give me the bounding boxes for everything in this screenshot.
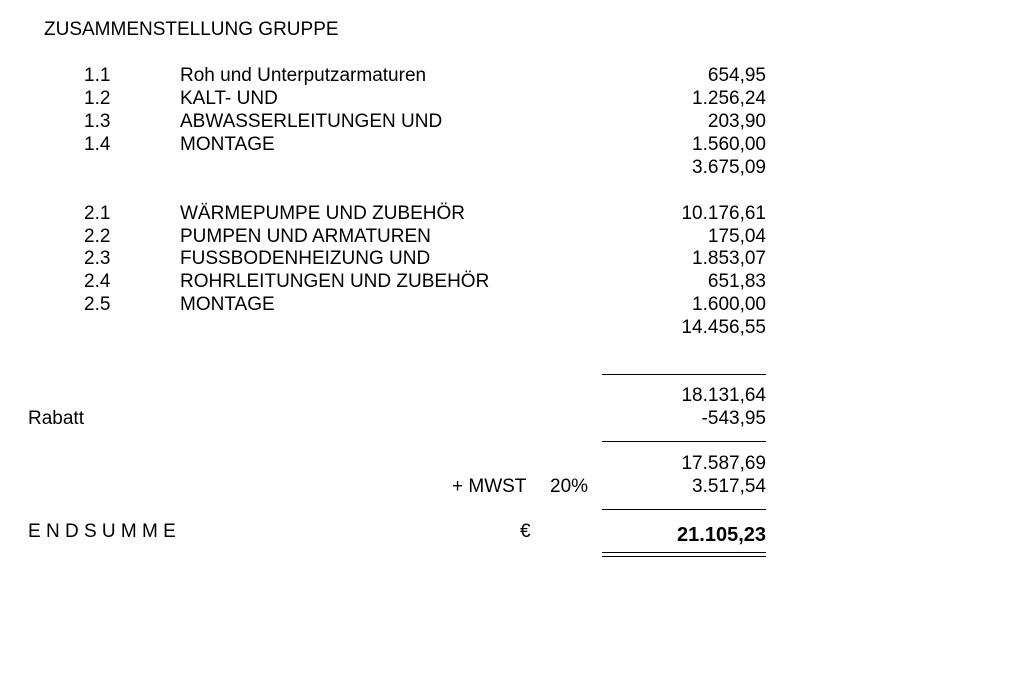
group1-total: 3.675,09 [692, 157, 766, 178]
end-sum-amount: 21.105,23 [677, 524, 766, 546]
divider-line [602, 441, 766, 442]
item-amount: 1.560,00 [692, 134, 766, 155]
item-amount: 651,83 [707, 271, 766, 292]
end-sum-label: E N D S U M M E [28, 521, 176, 542]
item-label: MONTAGE [180, 294, 275, 315]
vat-label: + MWST [452, 476, 527, 497]
discount-label: Rabatt [28, 408, 84, 429]
item-amount: 654,95 [707, 65, 766, 86]
vat-amount: 3.517,54 [692, 476, 766, 497]
net-amount: 17.587,69 [681, 453, 766, 474]
currency-symbol: € [520, 521, 531, 542]
double-underline [602, 552, 766, 553]
item-number: 2.3 [84, 248, 111, 269]
item-number: 1.3 [84, 111, 111, 132]
item-label: KALT- UND [180, 88, 278, 109]
item-label: ROHRLEITUNGEN UND ZUBEHÖR [180, 271, 490, 292]
discount-amount: -543,95 [701, 408, 766, 429]
item-amount: 1.853,07 [692, 248, 766, 269]
item-amount: 1.256,24 [692, 88, 766, 109]
subtotal-amount: 18.131,64 [681, 385, 766, 406]
item-number: 2.4 [84, 271, 111, 292]
group2-total: 14.456,55 [681, 317, 766, 338]
item-number: 1.2 [84, 88, 111, 109]
item-amount: 1.600,00 [692, 294, 766, 315]
divider-line [602, 374, 766, 375]
item-amount: 203,90 [707, 111, 766, 132]
item-label: Roh und Unterputzarmaturen [180, 65, 427, 86]
divider-line [602, 509, 766, 510]
item-number: 2.2 [84, 226, 111, 247]
item-label: ABWASSERLEITUNGEN UND [180, 111, 443, 132]
item-label: WÄRMEPUMPE UND ZUBEHÖR [180, 203, 466, 224]
item-number: 1.1 [84, 65, 111, 86]
item-label: PUMPEN UND ARMATUREN [180, 226, 431, 247]
item-number: 2.5 [84, 294, 111, 315]
double-underline [602, 556, 766, 557]
item-amount: 175,04 [707, 226, 766, 247]
summary-title: ZUSAMMENSTELLUNG GRUPPE [44, 19, 339, 40]
item-amount: 10.176,61 [681, 203, 766, 224]
vat-rate: 20% [550, 476, 589, 497]
item-label: MONTAGE [180, 134, 275, 155]
item-number: 1.4 [84, 134, 111, 155]
item-number: 2.1 [84, 203, 111, 224]
item-label: FUSSBODENHEIZUNG UND [180, 248, 431, 269]
